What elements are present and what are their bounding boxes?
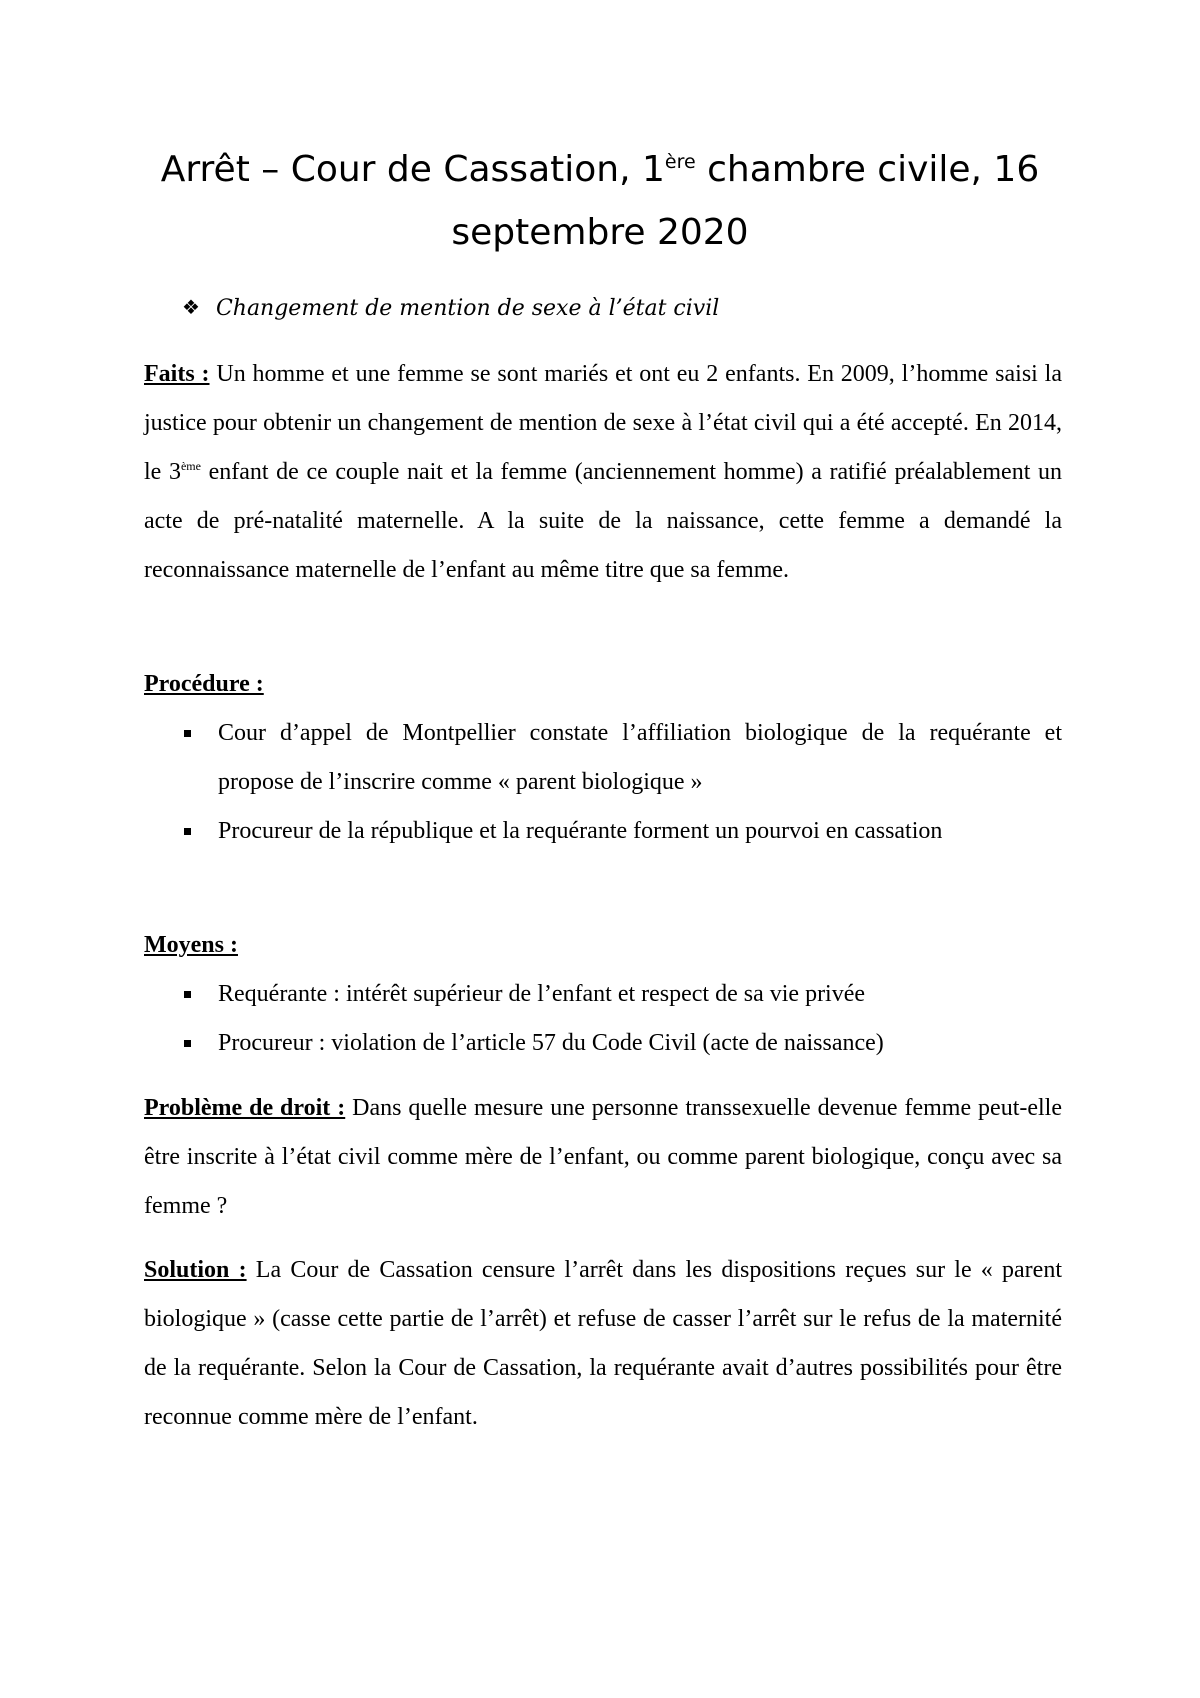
list-item (144, 709, 1062, 807)
square-bullet-icon (184, 991, 191, 998)
title-prefix: Arrêt – Cour de Cassation, 1 (160, 149, 665, 190)
square-bullet-icon (184, 1040, 191, 1047)
procedure-item-text: Cour d’appel de Montpellier constate l’affiliation biologique de la requérante et propose de l’inscrire comme « parent biologique » (218, 720, 1062, 795)
moyens-item-text: Requérante : intérêt supérieur de l’enfant et respect de sa vie privée (218, 981, 866, 1007)
moyens-label: Moyens : (144, 932, 238, 958)
procedure-list (144, 709, 1062, 856)
faits-paragraph (144, 350, 1062, 595)
procedure-item-text: Procureur de la république et la requérante forment un pourvoi en cassation (218, 818, 943, 844)
faits-text-part2: enfant de ce couple nait et la femme (anciennement homme) a ratifié préalablement un acte de pré-natalité maternelle. A la suite de la naissance, cette femme a demandé la reconnaissance maternelle de l’enfant au même titre que sa femme. (144, 459, 1062, 583)
square-bullet-icon (184, 730, 191, 737)
procedure-section (144, 660, 1062, 856)
subtitle (182, 292, 719, 324)
solution-label: Solution : (144, 1257, 247, 1283)
title-superscript: ère (664, 151, 696, 173)
subtitle-text: Changement de mention de sexe à l’état civil (215, 296, 720, 321)
faits-label: Faits : (144, 361, 210, 387)
solution-text: La Cour de Cassation censure l’arrêt dans les dispositions reçues sur le « parent biologique » (casse cette partie de l’arrêt) et refuse de casser l’arrêt sur le refus de la maternité de la requérante. Selon la Cour de Cassation, la requérante avait d’autres possibilités pour être reconnue comme mère de l’enfant. (144, 1257, 1062, 1430)
probleme-text: Dans quelle mesure une personne transsexuelle devenue femme peut-elle être inscrite à l’état civil comme mère de l’enfant, ou comme parent biologique, conçu avec sa femme ? (144, 1095, 1062, 1219)
title-suffix: chambre civile, 16 septembre 2020 (451, 149, 1040, 253)
diamond-bullet-icon: ❖ (182, 295, 200, 319)
list-item (144, 970, 1062, 1019)
solution-paragraph (144, 1246, 1062, 1442)
square-bullet-icon (184, 828, 191, 835)
solution-section (144, 1246, 1062, 1442)
moyens-section (144, 921, 1062, 1068)
moyens-heading (144, 921, 1062, 970)
probleme-paragraph (144, 1084, 1062, 1231)
list-item (144, 1019, 1062, 1068)
faits-superscript: ème (180, 459, 201, 473)
procedure-label: Procédure : (144, 671, 264, 697)
faits-section (144, 350, 1062, 595)
list-item (144, 807, 1062, 856)
procedure-heading (144, 660, 1062, 709)
faits-text-part1: Un homme et une femme se sont mariés et ont eu 2 enfants. En 2009, l’homme saisi la justice pour obtenir un changement de mention de sexe à l’état civil qui a été accepté. En 2014, le 3 (144, 361, 1063, 485)
probleme-section (144, 1084, 1062, 1231)
moyens-list (144, 970, 1062, 1068)
document-title (100, 138, 1100, 264)
moyens-item-text: Procureur : violation de l’article 57 du Code Civil (acte de naissance) (218, 1030, 884, 1056)
probleme-label: Problème de droit : (144, 1095, 346, 1121)
